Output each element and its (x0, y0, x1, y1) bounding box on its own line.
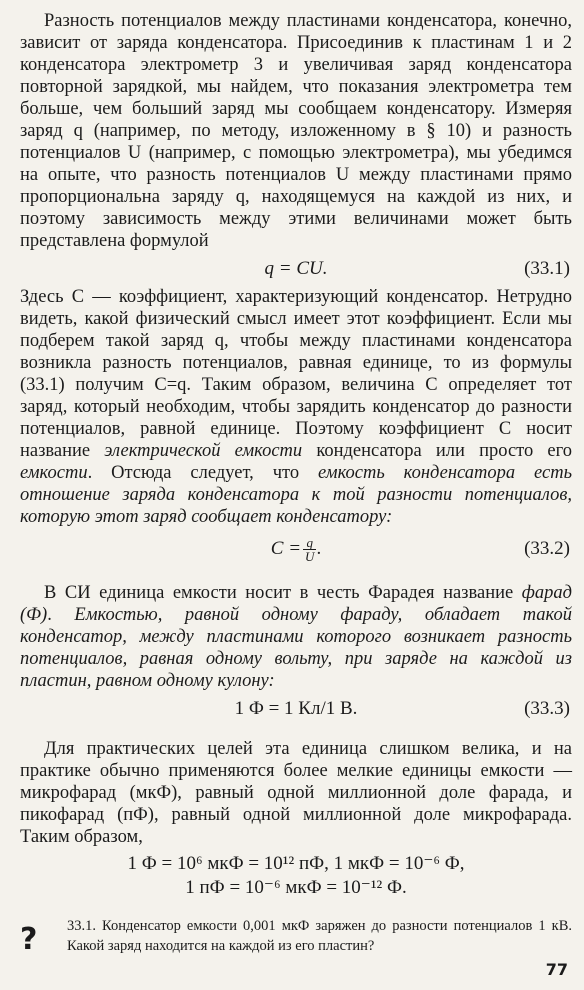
paragraph-3-text-b: . (47, 605, 75, 625)
equation-33-1-expression: q = CU. (264, 258, 328, 279)
paragraph-2-text-a: Здесь C — коэффициент, характеризующий конденсатор. Нетрудно видеть, какой физический смысл имеет этот коэффициент. Если мы подберем такой заряд q, чтобы между пластинами конденсатора возникла разность потенциалов, равная единице, то из формулы (33.1) получим C=q. Таким образом, величина C определяет тот заряд, который необходим, чтобы зарядить конденсатор до разности потенциалов, равной единице. Поэтому коэффициент C носит название (20, 287, 572, 461)
equation-33-1-number: (33.1) (524, 258, 570, 279)
equation-33-2 (20, 531, 572, 567)
equation-33-3 (20, 695, 572, 723)
fraction (303, 536, 316, 563)
unit-relations-line-1: 1 Ф = 10⁶ мкФ = 10¹² пФ, 1 мкФ = 10⁻⁶ Ф, (127, 853, 465, 874)
paragraph-3 (20, 582, 572, 692)
paragraph-3-text-a: В СИ единица емкости носит в честь Фарадея название (44, 583, 522, 603)
term-capacitance: емкости (20, 463, 88, 483)
paragraph-2-text-c: . Отсюда следует, что (87, 463, 319, 483)
equation-33-2-expression (20, 531, 572, 567)
unit-relations-line-2: 1 пФ = 10⁻⁶ мкФ = 10⁻¹² Ф. (185, 877, 407, 898)
equation-33-2-lhs: C = (270, 538, 302, 559)
paragraph-4: Для практических целей эта единица слишком велика, и на практике обычно применяются более мелкие единицы емкости — микрофарад (мкФ), равный одной миллионной доле фарада, и пикофарад (пФ), равный одной миллионной доле микрофарада. Таким образом, (20, 739, 572, 847)
term-farad: фарад (Ф) (20, 583, 572, 625)
paragraph-2 (20, 286, 572, 528)
review-question (20, 916, 572, 956)
farad-definition: Емкостью, равной одному фараду, обладает такой конденсатор, между пластинами которого возникает разность потенциалов, равная одному вольту, при заряде на каждой из пластин, равном одному кулону: (20, 605, 572, 691)
equation-33-3-number: (33.3) (524, 698, 570, 719)
equation-33-2-number: (33.2) (524, 538, 570, 559)
equation-33-3-expression: 1 Ф = 1 Кл/1 В. (234, 698, 358, 719)
paragraph-2-text-b: конденсатора или просто его (302, 441, 572, 461)
question-text: 33.1. Конденсатор емкости 0,001 мкФ заряжен до разности потенциалов 1 кВ. Какой заряд находится на каждой из его пластин? (67, 918, 572, 954)
page-number: 77 (545, 960, 568, 979)
capacitance-definition: емкость конденсатора есть отношение заряда конденсатора к той разности потенциалов, которую этот заряд сообщает конденсатору: (20, 463, 572, 527)
equation-33-2-tail: . (316, 538, 322, 559)
equation-33-1 (20, 255, 572, 283)
paragraph-1: Разность потенциалов между пластинами конденсатора, конечно, зависит от заряда конденсатора. Присоединив к пластинам 1 и 2 конденсатора электрометр 3 и увеличивая заряд конденсатора повторной зарядкой, мы найдем, что показания электрометра тем больше, чем больший заряд мы сообщаем конденсатору. Измеряя заряд q (например, по методу, изложенному в § 10) и разность потенциалов U (например, с помощью электрометра), мы убедимся на опыте, что разность потенциалов U между пластинами прямо пропорциональна заряду q, находящемуся на каждой из них, и поэтому зависимость между этими величинами может быть представлена формулой (20, 11, 572, 251)
fraction-numerator: q (303, 536, 316, 550)
question-mark-icon: ? (20, 922, 38, 957)
page-body (20, 10, 572, 957)
fraction-denominator: U (305, 549, 315, 565)
term-electric-capacitance: электрической емкости (104, 441, 303, 461)
